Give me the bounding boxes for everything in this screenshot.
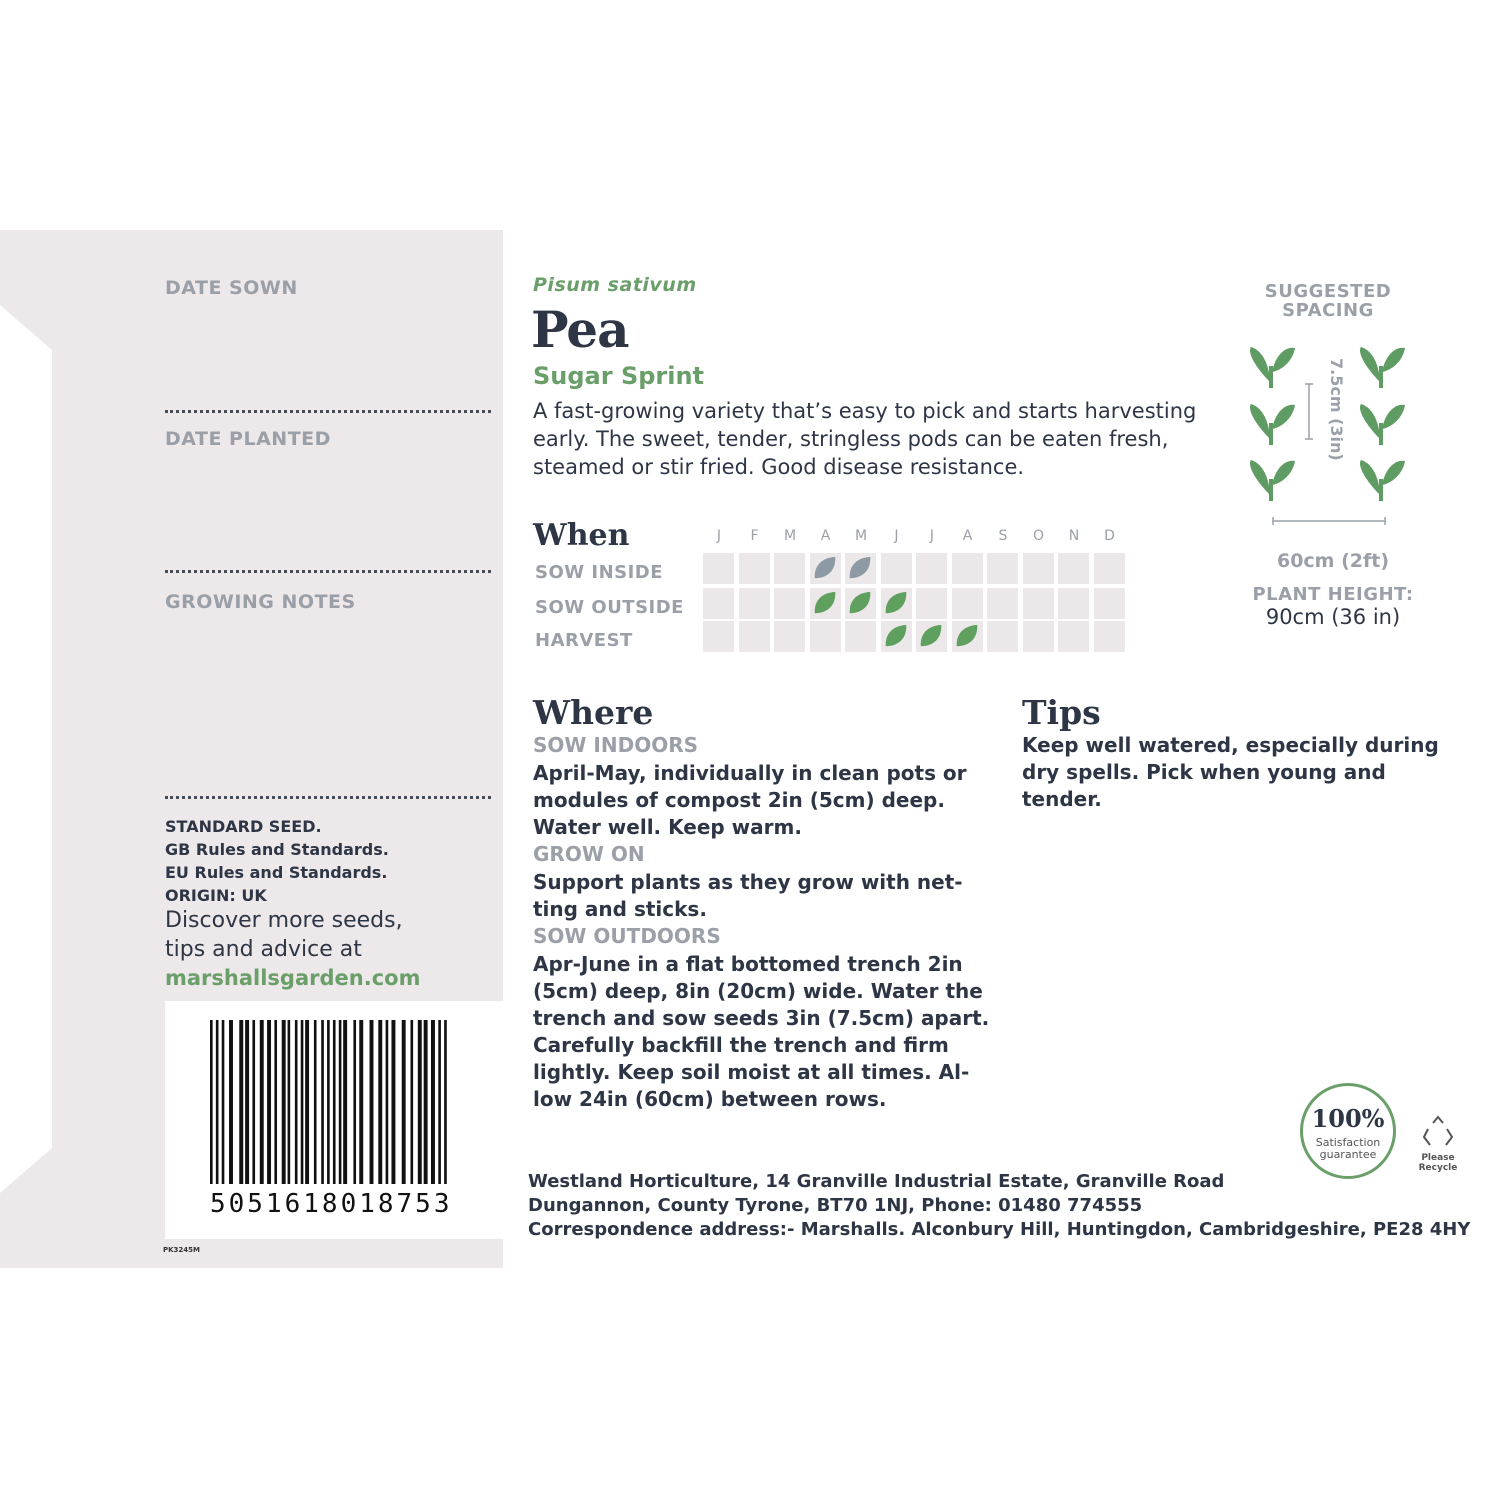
calendar-cell xyxy=(987,621,1018,652)
dotted-divider xyxy=(165,410,491,413)
barcode-bar xyxy=(295,1020,298,1184)
leaf-icon xyxy=(847,555,873,581)
growing-notes-label: GROWING NOTES xyxy=(165,591,356,613)
calendar-cell xyxy=(1094,621,1125,652)
month-label: A xyxy=(962,528,973,544)
description: A fast-growing variety that’s easy to pick and starts harvesting early. The sweet, tender, stringless pods can be eaten fresh, steamed or stir fried. Good disease resistance. xyxy=(533,399,1197,479)
calendar-cell xyxy=(703,553,734,584)
standard-line: EU Rules and Standards. xyxy=(165,863,388,882)
when-heading: When xyxy=(533,518,630,553)
barcode-bar xyxy=(386,1020,389,1184)
text-line: low 24in (60cm) between rows. xyxy=(533,1087,887,1111)
badge-percent: 100% xyxy=(1311,1104,1385,1133)
leaf-icon xyxy=(954,623,980,649)
barcode-bar xyxy=(327,1020,330,1184)
calendar-cell xyxy=(774,621,805,652)
plant-height-label: PLANT HEIGHT: xyxy=(1252,584,1414,605)
barcode-bar xyxy=(431,1020,435,1184)
sow-indoors-label: SOW INDOORS xyxy=(533,733,699,757)
barcode-bar xyxy=(378,1020,382,1184)
barcode-bar xyxy=(410,1020,413,1184)
calendar-cell xyxy=(916,588,947,619)
standard-line: ORIGIN: UK xyxy=(165,886,267,905)
barcode-bar xyxy=(216,1020,219,1184)
barcode-bar xyxy=(444,1020,447,1184)
text-line: ting and sticks. xyxy=(533,897,707,921)
month-label: J xyxy=(894,528,899,544)
barcode-bar xyxy=(343,1020,347,1184)
barcode xyxy=(165,1001,503,1239)
barcode-bar xyxy=(353,1020,356,1184)
calendar-cell xyxy=(739,621,770,652)
month-label: J xyxy=(929,528,935,544)
calendar-cell xyxy=(1023,621,1054,652)
calendar-cell xyxy=(703,621,734,652)
variety-name: Sugar Sprint xyxy=(533,362,705,390)
sow-outdoors-label: SOW OUTDOORS xyxy=(533,924,721,948)
calendar-cell xyxy=(774,553,805,584)
right-panel xyxy=(503,230,1471,1268)
leaf-icon xyxy=(883,623,909,649)
calendar-cell xyxy=(1058,588,1089,619)
barcode-bar xyxy=(282,1020,286,1184)
barcode-bar xyxy=(424,1020,428,1184)
spacing-vertical-label: 7.5cm (3in) xyxy=(1327,358,1346,461)
leaf-icon xyxy=(847,590,873,616)
barcode-bar xyxy=(418,1020,422,1184)
tips-heading: Tips xyxy=(1022,693,1101,732)
calendar-cell xyxy=(774,588,805,619)
recycle-icon xyxy=(1420,1115,1456,1149)
seed-packet-back xyxy=(0,230,1471,1268)
barcode-bar xyxy=(239,1020,243,1184)
tips-text xyxy=(1022,732,1442,813)
grow-on-label: GROW ON xyxy=(533,842,645,866)
calendar-cell xyxy=(987,553,1018,584)
calendar-cell xyxy=(1094,553,1125,584)
calendar-cell xyxy=(952,588,983,619)
barcode-bar xyxy=(288,1020,291,1184)
barcode-bar xyxy=(333,1020,336,1184)
barcode-bar xyxy=(267,1020,271,1184)
calendar-cell xyxy=(703,588,734,619)
sow-inside-label: SOW INSIDE xyxy=(535,562,664,583)
seedling-icon xyxy=(1360,460,1405,501)
calendar-cell xyxy=(845,621,876,652)
spacing-heading-line: SUGGESTED xyxy=(1264,281,1392,302)
barcode-bar xyxy=(210,1020,213,1184)
where-heading: Where xyxy=(533,693,654,732)
calendar-cell xyxy=(739,588,770,619)
discover-line: Discover more seeds, xyxy=(165,908,403,933)
standard-line: GB Rules and Standards. xyxy=(165,840,389,859)
pack-code: PK3245M xyxy=(163,1246,201,1254)
sow-outdoors-text xyxy=(533,951,993,1113)
text-line: Apr-June in a flat bottomed trench 2in xyxy=(533,952,963,976)
calendar-cell xyxy=(881,553,912,584)
month-label: M xyxy=(854,528,868,544)
page-title: Pea xyxy=(531,300,629,359)
barcode-bar xyxy=(252,1020,255,1184)
barcode-number: 5051618018753 xyxy=(210,1189,453,1219)
text-line: Water well. Keep warm. xyxy=(533,815,802,839)
barcode-bar xyxy=(314,1020,317,1184)
discover-text xyxy=(165,906,420,993)
barcode-bar xyxy=(305,1020,309,1184)
row-width-label: 60cm (2ft) xyxy=(1276,550,1390,572)
satisfaction-badge xyxy=(1300,1083,1396,1179)
standard-line: STANDARD SEED. xyxy=(165,817,322,836)
calendar-cell xyxy=(739,553,770,584)
month-label: A xyxy=(820,528,831,544)
dotted-divider xyxy=(165,570,491,573)
leaf-icon xyxy=(883,590,909,616)
text-line: modules of compost 2in (5cm) deep. xyxy=(533,788,945,812)
month-label: F xyxy=(750,528,759,544)
grow-on-text xyxy=(533,869,983,923)
dotted-divider xyxy=(165,796,491,799)
text-line: dry spells. Pick when young and xyxy=(1022,760,1386,784)
recycle-text: Recycle xyxy=(1418,1163,1458,1173)
recycle-mark xyxy=(1413,1115,1463,1173)
barcode-bar xyxy=(301,1020,304,1184)
harvest-label: HARVEST xyxy=(535,630,633,651)
month-label: S xyxy=(998,528,1008,544)
calendar-cell xyxy=(1023,588,1054,619)
barcode-bar xyxy=(402,1020,406,1184)
seedling-icon xyxy=(1250,404,1295,445)
barcode-bar xyxy=(260,1020,264,1184)
calendar-cell xyxy=(810,621,841,652)
month-label: O xyxy=(1032,528,1045,544)
barcode-bar xyxy=(339,1020,342,1184)
text-line: tender. xyxy=(1022,787,1102,811)
calendar-cell xyxy=(1094,588,1125,619)
seed-standards xyxy=(165,815,389,907)
recycle-text: Please xyxy=(1421,1153,1455,1163)
leaf-icon xyxy=(918,623,944,649)
badge-line: guarantee xyxy=(1319,1148,1377,1161)
left-panel xyxy=(0,230,503,1268)
calendar-cell xyxy=(952,553,983,584)
seedling-icon xyxy=(1360,347,1405,388)
sow-outside-label: SOW OUTSIDE xyxy=(535,597,684,618)
calendar-cell xyxy=(916,553,947,584)
date-sown-label: DATE SOWN xyxy=(165,277,298,299)
calendar-cell xyxy=(1058,553,1089,584)
website-link[interactable]: marshallsgarden.com xyxy=(165,966,421,990)
sow-indoors-text xyxy=(533,760,983,841)
company-address xyxy=(528,1170,1470,1242)
barcode-bar xyxy=(222,1020,225,1184)
text-line: Carefully backfill the trench and firm xyxy=(533,1033,949,1057)
text-line: Keep well watered, especially during xyxy=(1022,733,1439,757)
month-label: M xyxy=(783,528,797,544)
leaf-icon xyxy=(812,590,838,616)
text-line: trench and sow seeds 3in (7.5cm) apart. xyxy=(533,1006,990,1030)
discover-line: tips and advice at xyxy=(165,937,362,962)
badge-line: Satisfaction xyxy=(1315,1136,1381,1149)
barcode-bar xyxy=(391,1020,395,1184)
suggested-spacing-heading xyxy=(1203,282,1453,320)
text-line: (5cm) deep, 8in (20cm) wide. Water the xyxy=(533,979,983,1003)
barcode-bar xyxy=(229,1020,233,1184)
text-line: lightly. Keep soil moist at all times. Al- xyxy=(533,1060,970,1084)
plant-height-value: 90cm (36 in) xyxy=(1265,605,1401,629)
address-line: Correspondence address:- Marshalls. Alconbury Hill, Huntingdon, Cambridgeshire, PE28 4HY xyxy=(528,1219,1471,1240)
barcode-bar xyxy=(321,1020,324,1184)
barcode-bar xyxy=(359,1020,363,1184)
text-line: April-May, individually in clean pots or xyxy=(533,761,967,785)
seedling-icon xyxy=(1360,404,1405,445)
latin-name: Pisum sativum xyxy=(533,274,697,296)
seedling-icon xyxy=(1250,347,1295,388)
seedling-icon xyxy=(1250,460,1295,501)
address-line: Westland Horticulture, 14 Granville Industrial Estate, Granville Road xyxy=(528,1171,1225,1192)
leaf-icon xyxy=(812,555,838,581)
barcode-bar xyxy=(370,1020,374,1184)
calendar-cell xyxy=(987,588,1018,619)
date-planted-label: DATE PLANTED xyxy=(165,428,331,450)
text-line: Support plants as they grow with net- xyxy=(533,870,963,894)
barcode-bar xyxy=(438,1020,441,1184)
calendar-cell xyxy=(1058,621,1089,652)
barcode-bar xyxy=(274,1020,277,1184)
barcode-bar xyxy=(245,1020,249,1184)
month-label: J xyxy=(716,528,722,544)
spacing-heading-line: SPACING xyxy=(1282,300,1374,321)
month-label: D xyxy=(1104,528,1115,544)
barcode-bars xyxy=(210,1020,455,1186)
address-line: Dungannon, County Tyrone, BT70 1NJ, Phone: 01480 774555 xyxy=(528,1195,1143,1216)
month-label: N xyxy=(1068,528,1080,544)
calendar-cell xyxy=(1023,553,1054,584)
